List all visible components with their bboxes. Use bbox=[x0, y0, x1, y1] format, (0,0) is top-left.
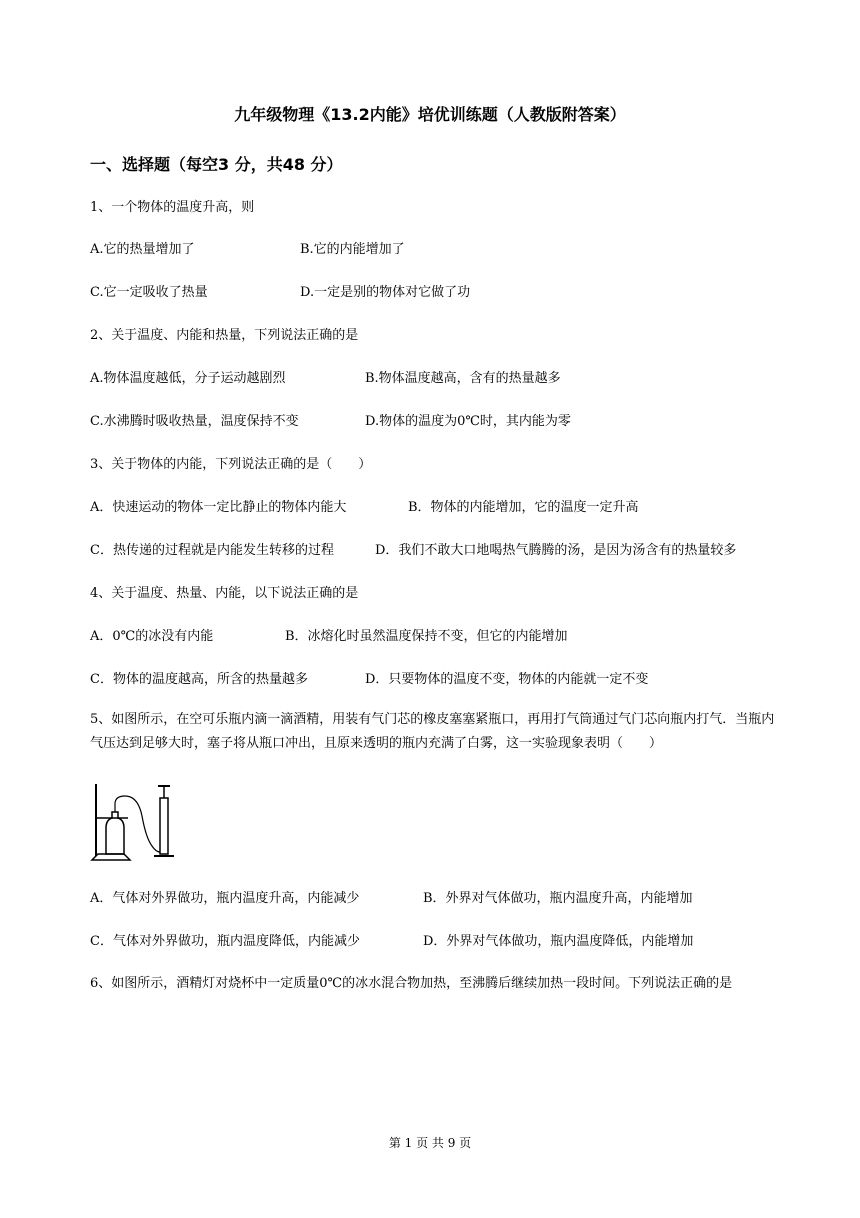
question-3-option-b: B．物体的内能增加，它的温度一定升高 bbox=[408, 500, 639, 515]
question-3-option-c: C．热传递的过程就是内能发生转移的过程 bbox=[90, 543, 334, 558]
question-2-stem: 2、关于温度、内能和热量，下列说法正确的是 bbox=[90, 328, 359, 343]
question-4-option-a: A．0℃的冰没有内能 bbox=[90, 629, 214, 644]
bottle-pump-figure bbox=[90, 776, 180, 866]
question-1-option-d: D.一定是别的物体对它做了功 bbox=[300, 285, 471, 300]
section-heading: 一、选择题（每空3 分，共48 分） bbox=[90, 155, 343, 174]
question-1-option-b: B.它的内能增加了 bbox=[300, 242, 405, 257]
question-4-options-row-1 bbox=[90, 627, 790, 647]
question-3-options-row-2 bbox=[90, 541, 790, 561]
question-4-stem: 4、关于温度、热量、内能，以下说法正确的是 bbox=[90, 586, 359, 601]
question-1-options-row-1 bbox=[90, 240, 790, 260]
question-1-options-row-2 bbox=[90, 283, 790, 303]
question-2-option-b: B.物体温度越高，含有的热量越多 bbox=[365, 371, 561, 386]
question-3-options-row-1 bbox=[90, 498, 790, 518]
question-4-option-d: D．只要物体的温度不变，物体的内能就一定不变 bbox=[365, 672, 649, 687]
question-2-option-d: D.物体的温度为0℃时，其内能为零 bbox=[365, 414, 571, 429]
question-2-options-row-1 bbox=[90, 369, 790, 389]
page-title: 九年级物理《13.2内能》培优训练题（人教版附答案） bbox=[234, 105, 626, 124]
question-1-option-a: A.它的热量增加了 bbox=[90, 242, 195, 257]
question-3-stem: 3、关于物体的内能，下列说法正确的是（ ） bbox=[90, 457, 372, 472]
question-5-option-c: C．气体对外界做功，瓶内温度降低，内能减少 bbox=[90, 934, 360, 949]
question-4-option-c: C．物体的温度越高，所含的热量越多 bbox=[90, 672, 308, 687]
question-1-stem: 1、一个物体的温度升高，则 bbox=[90, 200, 255, 215]
question-5-stem: 5、如图所示，在空可乐瓶内滴一滴酒精，用装有气门芯的橡皮塞塞紧瓶口，再用打气筒通过气门芯向瓶内打气．当瓶内气压达到足够大时，塞子将从瓶口冲出，且原来透明的瓶内充满了白雾，这一实验现象表明（ ） bbox=[90, 712, 775, 751]
question-5-options-row-1 bbox=[90, 889, 790, 909]
question-5-option-d: D．外界对气体做功，瓶内温度降低，内能增加 bbox=[423, 934, 694, 949]
question-2-option-a: A.物体温度越低，分子运动越剧烈 bbox=[90, 371, 286, 386]
question-1-option-c: C.它一定吸收了热量 bbox=[90, 285, 208, 300]
question-4-option-b: B．冰熔化时虽然温度保持不变，但它的内能增加 bbox=[285, 629, 568, 644]
question-2-option-c: C.水沸腾时吸收热量，温度保持不变 bbox=[90, 414, 299, 429]
question-5-option-a: A．气体对外界做功，瓶内温度升高，内能减少 bbox=[90, 891, 360, 906]
question-6-stem: 6、如图所示，酒精灯对烧杯中一定质量0℃的冰水混合物加热，至沸腾后继续加热一段时间。下列说法正确的是 bbox=[90, 976, 733, 991]
question-3-option-a: A．快速运动的物体一定比静止的物体内能大 bbox=[90, 500, 347, 515]
page-footer: 第 1 页 共 9 页 bbox=[388, 1136, 472, 1150]
question-5-option-b: B．外界对气体做功，瓶内温度升高，内能增加 bbox=[423, 891, 693, 906]
question-4-options-row-2 bbox=[90, 670, 790, 690]
question-3-option-d: D．我们不敢大口地喝热气腾腾的汤，是因为汤含有的热量较多 bbox=[375, 543, 737, 558]
question-2-options-row-2 bbox=[90, 412, 790, 432]
question-5-options-row-2 bbox=[90, 932, 790, 952]
